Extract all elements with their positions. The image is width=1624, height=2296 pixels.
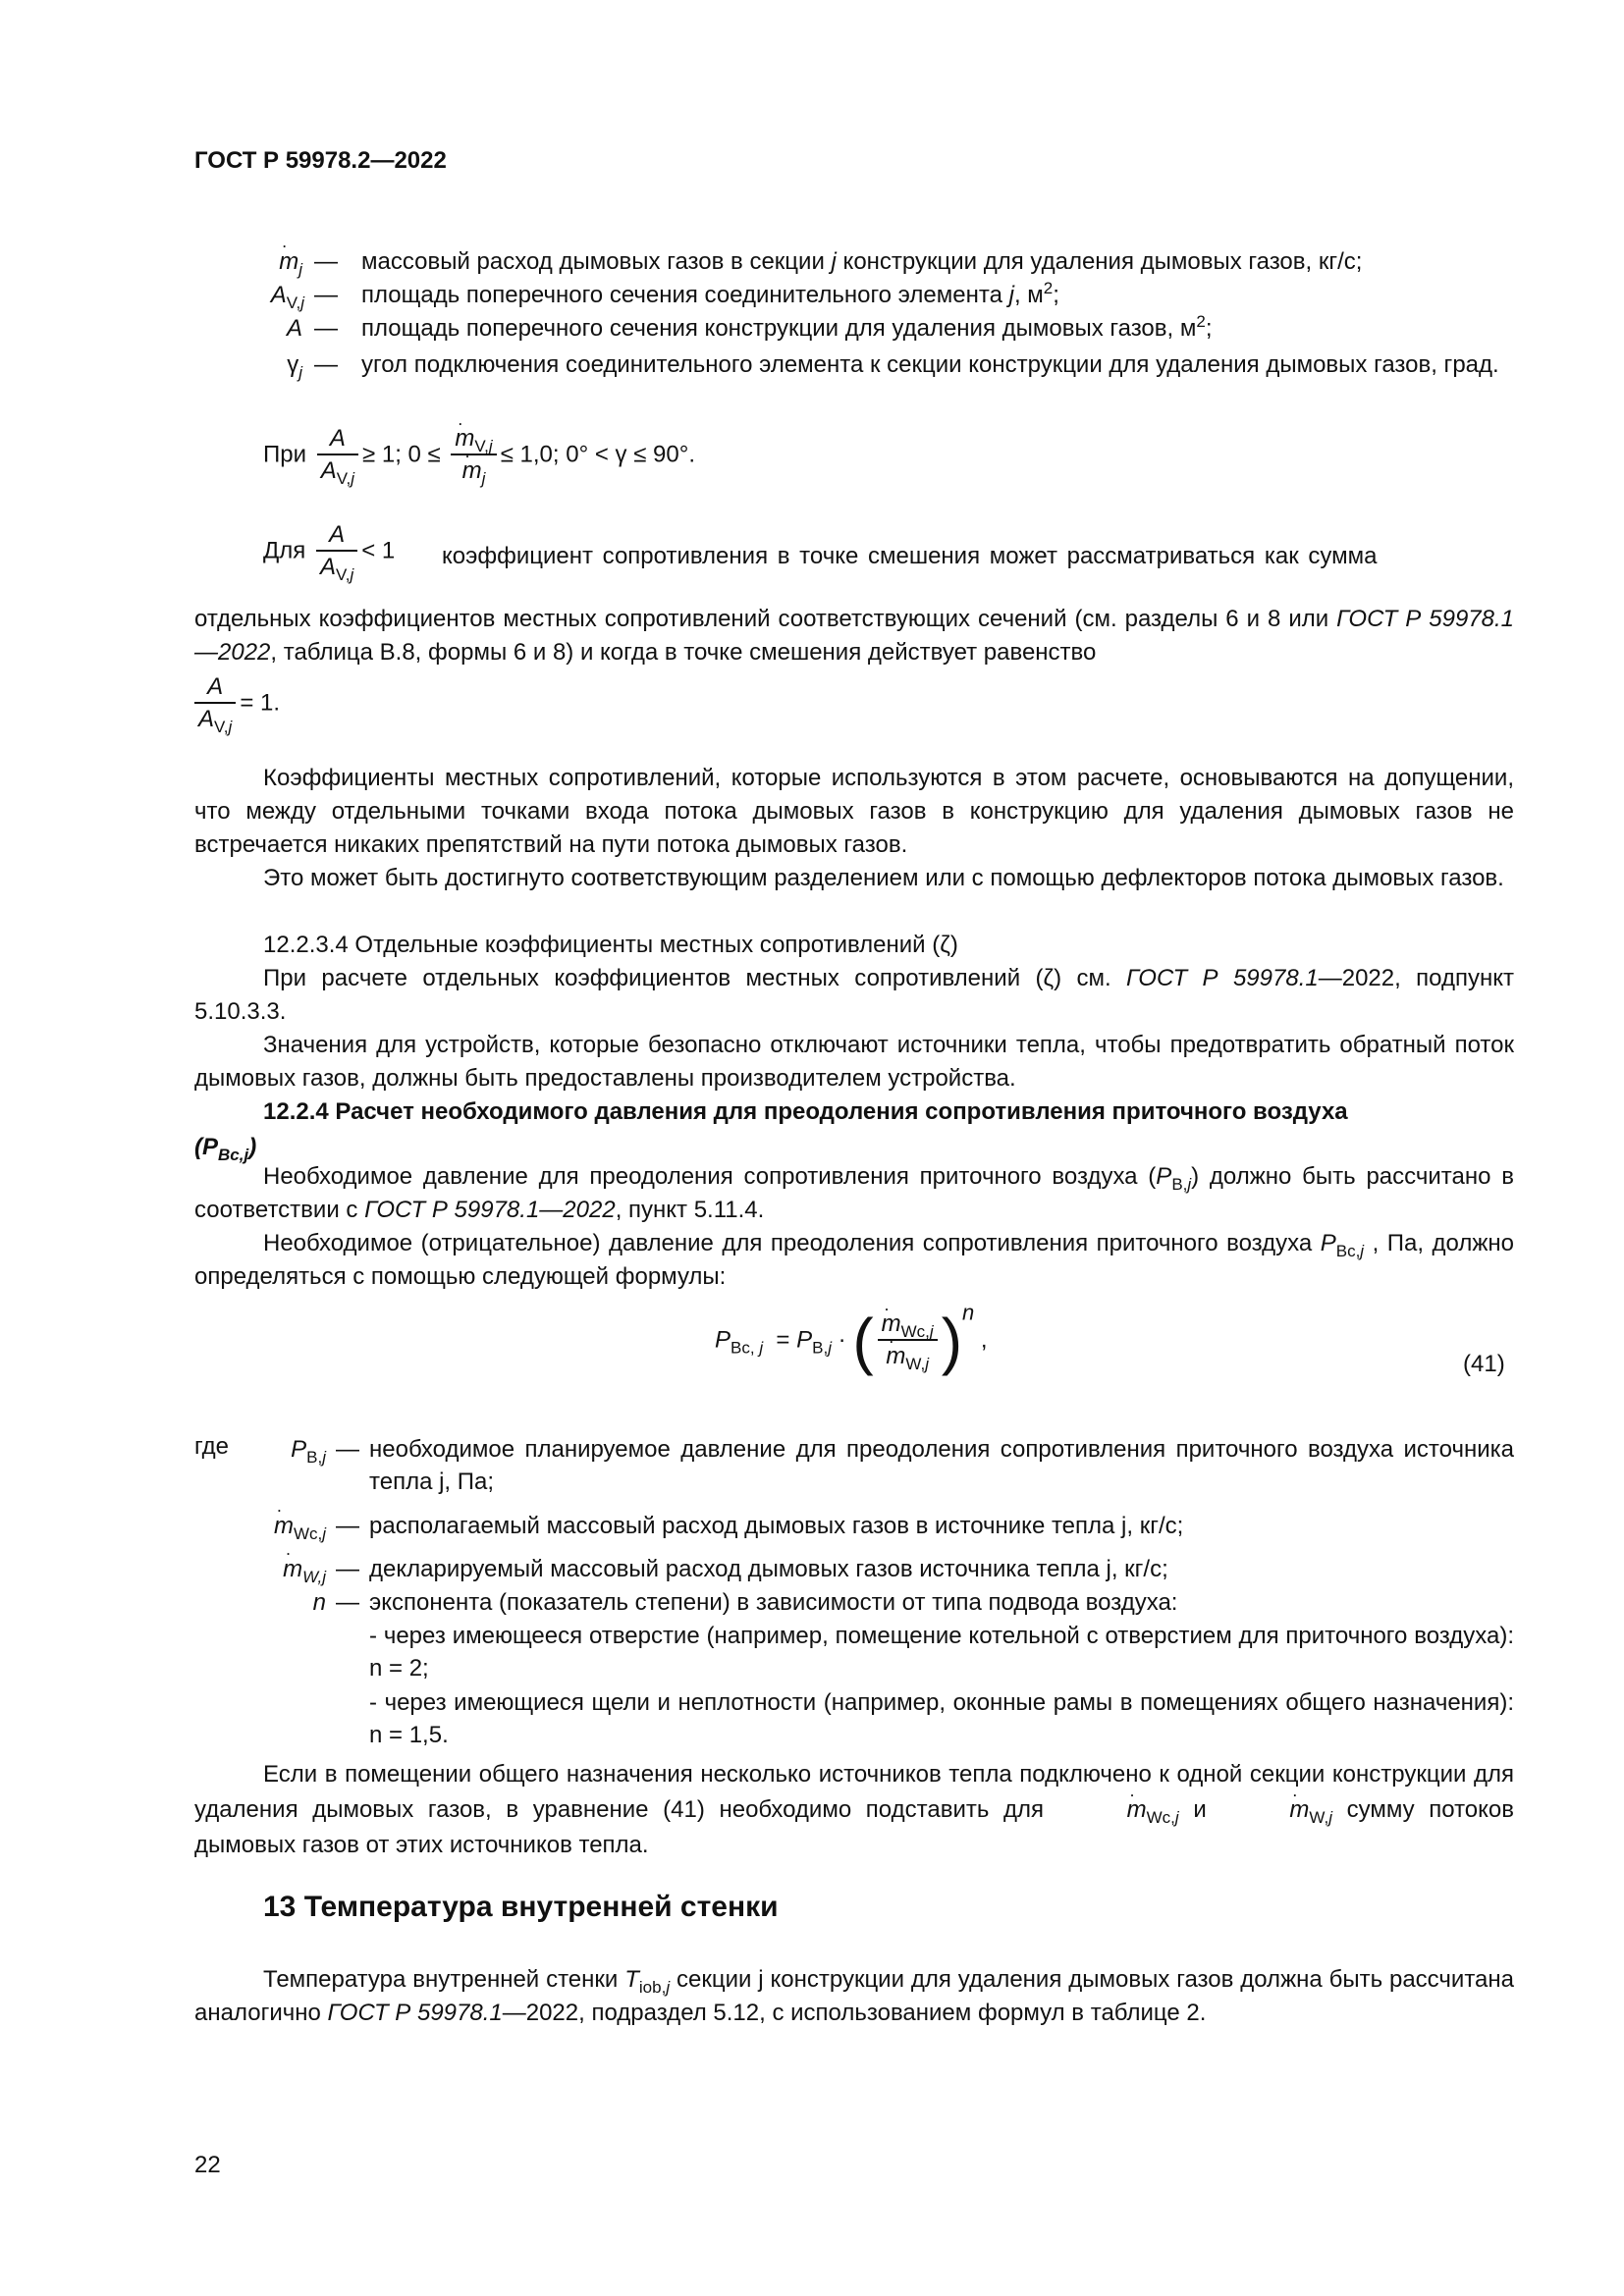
definition-row [194, 312, 1514, 346]
definition-text: необходимое планируемое давление для преодоления сопротивления приточного воздуха источника тепла j, Па; [369, 1436, 1514, 1495]
symbol-n: n [312, 1589, 326, 1616]
paragraph: Коэффициенты местных сопротивлений, которые используются в этом расчете, основываются на допущении, что между отдельными точками входа потока дымовых газов в конструкцию для удаления дымовых газов не встречается никаких препятствий на пути потока дымовых газов. [194, 765, 1514, 858]
list-item: - через имеющиеся щели и неплотности (например, оконные рамы в помещениях общего назначения): n = 1,5. [369, 1689, 1514, 1748]
definition-text: экспонента (показатель степени) в зависимости от типа подвода воздуха: [369, 1589, 1178, 1616]
paragraph: При расчете отдельных коэффициентов местных сопротивлений (ζ) см. ГОСТ Р 59978.1—2022, подпункт 5.10.3.3. [194, 965, 1515, 1025]
subsection-heading: 12.2.3.4 Отдельные коэффициенты местных сопротивлений (ζ) [263, 932, 958, 958]
condition-text: коэффициент сопротивления в точке смешения может рассматриваться как сумма [442, 543, 1378, 569]
where-label: где [194, 1433, 230, 1460]
definition-text: угол подключения соединительного элемента к секции конструкции для удаления дымовых газов, град. [361, 351, 1499, 378]
definition-row [194, 1553, 1514, 1586]
em-dash: — [314, 282, 338, 308]
symbol-mdot-wj: ∙ $m_{W,j}$ [253, 1553, 326, 1585]
definition-row [194, 1586, 1514, 1620]
condition-formula [263, 520, 395, 583]
em-dash: — [314, 351, 338, 378]
equality-tail: = 1. [240, 689, 281, 717]
symbol-A: A [286, 315, 302, 342]
symbol-gamma-j: $\gamma_j$ [287, 351, 302, 382]
condition-angle-bound: ≤ 1,0; 0° < γ ≤ 90°. [500, 441, 695, 468]
paragraph: Если в помещении общего назначения несколько источников тепла подключено к одной секции конструкции для удаления дымовых газов, в уравнение (41) необходимо подставить для ∙ $m_{Wc,j}$ $и \cdot m_{W,j}$ сумму потоков дымовых газов от этих источников тепла. [194, 1757, 1514, 1863]
condition-formula [263, 424, 695, 487]
symbol-mdot-wcj: ∙ $m_{Wc,j}$ [240, 1510, 326, 1542]
em-dash: — [336, 1556, 359, 1582]
paragraph: Необходимое (отрицательное) давление для преодоления сопротивления приточного воздуха $P_{Bc,j}$ , Па, должно определяться с помощью следующей формулы: [194, 1230, 1514, 1290]
condition-prefix: При [263, 441, 307, 468]
symbol-Avj: $A_{V,j}$ [270, 282, 304, 312]
paragraph: отдельных коэффициентов местных сопротивлений соответствующих сечений (см. разделы 6 и 8 или ГОСТ Р 59978.1—2022, таблица В.8, формы 6 и 8) и когда в точке смешения действует равенство [194, 606, 1515, 666]
em-dash: — [336, 1513, 359, 1539]
heading-symbol: $(P_{Bc,j})$ [194, 1134, 257, 1164]
paragraph: Это может быть достигнуто соответствующим разделением или с помощью дефлекторов потока дымовых газов. [263, 865, 1504, 891]
fraction-mdot-wc-over-mdot-w: ∙ $m_{Wc,j}$ ∙ $m_{W,j}$ [878, 1309, 938, 1372]
standard-reference: ГОСТ Р 59978.1 [327, 2000, 503, 2026]
paragraph: Необходимое давление для преодоления сопротивления приточного воздуха $(P_{B,j})$ должно быть рассчитано в соответствии с ГОСТ Р 59978.1—2022, пункт 5.11.4. [194, 1163, 1514, 1223]
definition-text: массовый расход дымовых газов в секции j конструкции для удаления дымовых газов, кг/с; [361, 248, 1363, 275]
standard-reference: ГОСТ Р 59978.1—2022 [364, 1197, 616, 1223]
definition-text: располагаемый массовый расход дымовых газов в источнике тепла j, кг/с; [369, 1513, 1184, 1539]
standard-reference: ГОСТ Р 59978.1 [1126, 965, 1319, 991]
condition-less-than: < 1 [361, 537, 396, 564]
fraction-A-over-Avj: $\frac{A}{A_{V,j}}$ [194, 672, 236, 735]
em-dash: — [336, 1589, 359, 1616]
standard-reference: ГОСТ Р 59978.1—2022 [194, 606, 1515, 666]
fraction-mdot-vj-over-mdot-j: ∙ $m_{V,j}$ ∙ $m_j$ [451, 424, 496, 487]
equality-formula [190, 672, 280, 735]
paragraph: Температура внутренней стенки $T_{iob,j}$ секции j конструкции для удаления дымовых газов должна быть рассчитана аналогично ГОСТ Р 59978.1—2022, подраздел 5.12, с использованием формул в таблице 2. [194, 1966, 1514, 2026]
standard-header: ГОСТ Р 59978.2—2022 [194, 147, 447, 174]
right-paren: ) [941, 1306, 962, 1376]
symbol-mdot-j: ∙ $m_j$ [255, 245, 302, 278]
condition-ratio-bound: ≥ 1; 0 ≤ [362, 441, 441, 468]
left-paren: ( [852, 1306, 874, 1376]
definition-row [194, 279, 1514, 312]
fraction-A-over-Avj: $\frac{A}{A_{V,j}}$ [317, 424, 358, 487]
paragraph: Значения для устройств, которые безопасно отключают источники тепла, чтобы предотвратить обратный поток дымовых газов, должны быть предоставлены производителем устройства. [194, 1032, 1514, 1092]
definition-row [194, 1433, 1514, 1502]
definition-text: площадь поперечного сечения конструкции для удаления дымовых газов, $м^2$; [361, 312, 1213, 342]
em-dash: — [314, 315, 338, 342]
em-dash: — [314, 248, 338, 275]
section-title: 13 Температура внутренней стенки [263, 1891, 779, 1923]
formula-41: $P_{Bc, j} = P_{B,j}$ · ( ∙ $m_{Wc,j}$ ∙ $m_{W,j}$ )$^n$ , [715, 1309, 988, 1417]
symbol-P-Bj: $P_{B,j}$ [291, 1436, 326, 1467]
definition-text: площадь поперечного сечения соединительного элемента j, $м^2$; [361, 279, 1059, 308]
page-number: 22 [194, 2152, 221, 2178]
list-item: - через имеющееся отверстие (например, помещение котельной с отверстием для приточного воздуха): n = 2; [369, 1623, 1514, 1682]
subsection-heading: 12.2.4 Расчет необходимого давления для преодоления сопротивления приточного воздуха [263, 1098, 1348, 1125]
definition-row [194, 245, 1514, 279]
condition-prefix: Для [263, 537, 306, 564]
em-dash: — [336, 1436, 359, 1463]
formula-exponent: n [962, 1300, 975, 1325]
definition-row [194, 348, 1514, 417]
fraction-A-over-Avj: $\frac{A}{A_{V,j}}$ [316, 520, 357, 583]
formula-number: (41) [1463, 1351, 1505, 1377]
definition-row [194, 1510, 1514, 1543]
definition-text: декларируемый массовый расход дымовых газов источника тепла j, кг/с; [369, 1556, 1168, 1582]
